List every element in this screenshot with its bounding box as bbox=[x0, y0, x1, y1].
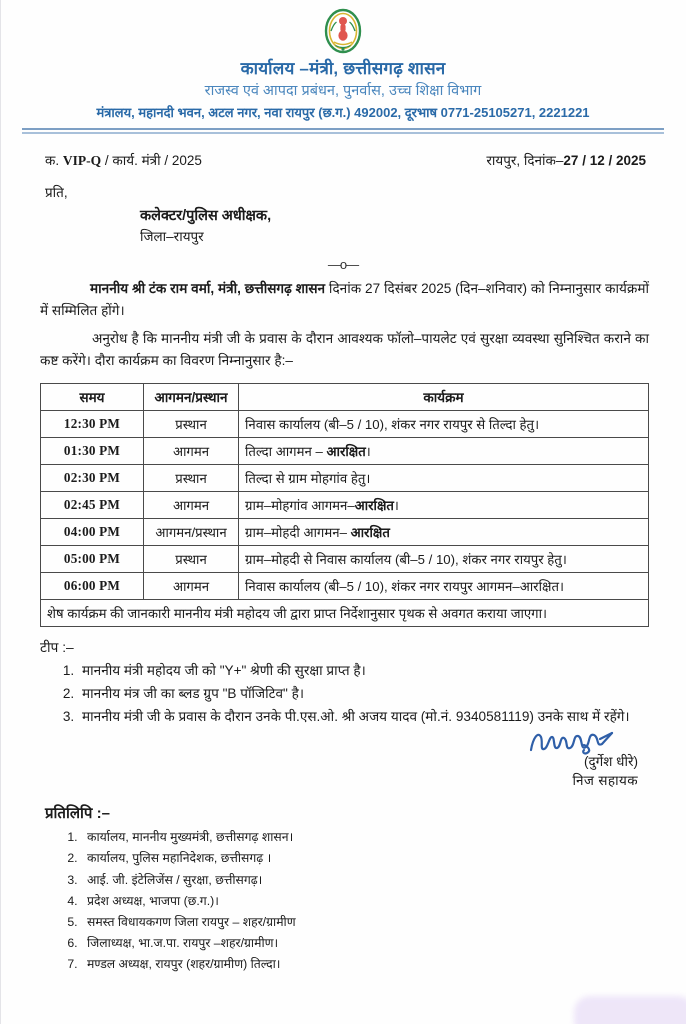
program-text: ग्राम–मोहदी आगमन– bbox=[245, 525, 351, 541]
program-text: निवास कार्यालय (बी–5 / 10), शंकर नगर रायपुर आगमन–आरक्षित। bbox=[245, 579, 564, 595]
addressee-block bbox=[140, 205, 686, 248]
copy-to-item: 5. समस्त विधायकगण जिला रायपुर – शहर/ग्रामीण bbox=[81, 912, 686, 933]
reference-line bbox=[45, 151, 646, 169]
reference-number bbox=[45, 151, 202, 169]
table-row bbox=[41, 465, 649, 492]
letterhead bbox=[0, 0, 686, 134]
note-item: 1. माननीय मंत्री महोदय जी को "Y+" श्रेणी की सुरक्षा प्राप्त है। bbox=[78, 660, 646, 682]
program-highlight: आरक्षित bbox=[350, 525, 390, 541]
column-header-movement: आगमन/प्रस्थान bbox=[144, 384, 239, 411]
department-name: राजस्व एवं आपदा प्रबंधन, पुनर्वास, उच्च शिक्षा विभाग bbox=[204, 83, 482, 100]
cell-program bbox=[239, 546, 649, 573]
copy-to-item: 6. जिलाध्यक्ष, भा.ज.पा. रायपुर –शहर/ग्रामीण। bbox=[81, 933, 686, 954]
cell-movement: आगमन/प्रस्थान bbox=[144, 519, 239, 546]
copy-to-item: 1. कार्यालय, माननीय मुख्यमंत्री, छत्तीसगढ़ शासन। bbox=[81, 827, 686, 848]
cell-time: 12:30 PM bbox=[41, 411, 144, 438]
place-date bbox=[486, 151, 646, 169]
reference-prefix: क. bbox=[45, 152, 60, 168]
cell-movement: प्रस्थान bbox=[144, 411, 239, 438]
program-text-tail: । bbox=[393, 498, 399, 514]
notes-heading: टीप :– bbox=[40, 640, 74, 656]
table-row bbox=[41, 573, 649, 600]
note-item: 2. माननीय मंत्र जी का ब्लड ग्रुप "B पॉजिटिव" है। bbox=[78, 683, 646, 705]
program-highlight: आरक्षित bbox=[326, 444, 366, 460]
signatory-name: (दुर्गेश धीरे) bbox=[583, 754, 638, 770]
cell-time: 01:30 PM bbox=[41, 438, 144, 465]
program-text: ग्राम–मोहदी से निवास कार्यालय (बी–5 / 10), शंकर नगर रायपुर हेतु। bbox=[245, 552, 567, 568]
table-header-row bbox=[41, 384, 649, 411]
copy-to-item: 2. कार्यालय, पुलिस महानिदेशक, छत्तीसगढ़ । bbox=[81, 848, 686, 869]
addressee-district: जिला–रायपुर bbox=[140, 229, 204, 245]
schedule-footnote: शेष कार्यक्रम की जानकारी माननीय मंत्री महोदय जी द्वारा प्राप्त निर्देशानुसार पृथक से अवगत कराया जाएगा। bbox=[41, 600, 649, 627]
organization-name: कार्यालय –मंत्री, छत्तीसगढ़ शासन bbox=[240, 59, 446, 78]
cell-movement: आगमन bbox=[144, 492, 239, 519]
chhattisgarh-government-emblem-icon bbox=[322, 8, 364, 54]
cell-time: 06:00 PM bbox=[41, 573, 144, 600]
table-row bbox=[41, 438, 649, 465]
program-highlight: आरक्षित bbox=[354, 498, 394, 514]
program-text: ग्राम–मोहगांव आगमन– bbox=[245, 498, 355, 514]
cell-time: 05:00 PM bbox=[41, 546, 144, 573]
body-paragraph-2: अनुरोध है कि माननीय मंत्री जी के प्रवास के दौरान आवश्यक फॉलो–पायलेट एवं सुरक्षा व्यवस्था सुनिश्चित कराने का कष्ट करेंगे। दौरा कार्यक्रम का विवरण निम्नानुसार है:– bbox=[40, 331, 649, 369]
cell-program bbox=[239, 411, 649, 438]
table-row bbox=[41, 519, 649, 546]
program-text: तिल्दा आगमन – bbox=[245, 444, 327, 460]
divider-line-bottom bbox=[22, 132, 664, 134]
page-corner-decoration bbox=[574, 996, 686, 1024]
table-row bbox=[41, 492, 649, 519]
cell-program bbox=[239, 519, 649, 546]
copy-to-heading: प्रतिलिपि :– bbox=[45, 805, 110, 823]
copy-to-item: 7. मण्डल अध्यक्ष, रायपुर (शहर/ग्रामीण) तिल्दा। bbox=[81, 954, 686, 975]
body-paragraph-1-rest: दिनांक 27 दिसंबर 2025 (दिन–शनिवार) को निम्नानुसार कार्यक्रमों में सम्मिलित होंगे। bbox=[40, 281, 649, 319]
cell-program bbox=[239, 438, 649, 465]
cell-movement: प्रस्थान bbox=[144, 465, 239, 492]
cell-time: 02:30 PM bbox=[41, 465, 144, 492]
minister-name: माननीय श्री टंक राम वर्मा, मंत्री, छत्तीसगढ़ शासन bbox=[90, 281, 326, 297]
program-text: निवास कार्यालय (बी–5 / 10), शंकर नगर रायपुर से तिल्दा हेतु। bbox=[245, 417, 540, 433]
schedule-table bbox=[40, 383, 649, 627]
cell-movement: आगमन bbox=[144, 438, 239, 465]
schedule-table-wrapper bbox=[40, 383, 649, 627]
table-row bbox=[41, 546, 649, 573]
copy-to-item: 4. प्रदेश अध्यक्ष, भाजपा (छ.ग.)। bbox=[81, 891, 686, 912]
table-footnote-row bbox=[41, 600, 649, 627]
program-text-tail: । bbox=[365, 444, 371, 460]
body-paragraph-1 bbox=[40, 278, 649, 322]
cell-time: 04:00 PM bbox=[41, 519, 144, 546]
program-text: तिल्दा से ग्राम मोहगांव हेतु। bbox=[245, 471, 371, 487]
to-label: प्रति, bbox=[45, 184, 68, 200]
letter-date: 27 / 12 / 2025 bbox=[563, 152, 646, 168]
notes-list bbox=[40, 660, 646, 728]
copy-to-list bbox=[45, 827, 686, 975]
cell-time: 02:45 PM bbox=[41, 492, 144, 519]
table-row bbox=[41, 411, 649, 438]
note-item: 3. माननीय मंत्री जी के प्रवास के दौरान उनके पी.एस.ओ. श्री अजय यादव (मो.नं. 9340581119) उनके साथ में रहेंगे। bbox=[78, 706, 646, 728]
column-header-time: समय bbox=[41, 384, 144, 411]
header-divider bbox=[22, 128, 664, 134]
cell-movement: आगमन bbox=[144, 573, 239, 600]
cell-program bbox=[239, 465, 649, 492]
addressee-name: कलेक्टर/पुलिस अधीक्षक, bbox=[140, 207, 272, 224]
cell-program bbox=[239, 492, 649, 519]
signatory-designation: निज सहायक bbox=[572, 773, 638, 789]
copy-to-item: 3. आई. जी. इंटेलिजेंस / सुरक्षा, छत्तीसगढ़। bbox=[81, 870, 686, 891]
reference-code: VIP-Q bbox=[62, 152, 102, 168]
section-separator: —o— bbox=[327, 257, 359, 273]
place-date-label: रायपुर, दिनांक– bbox=[486, 152, 564, 168]
cell-program bbox=[239, 573, 649, 600]
office-address: मंत्रालय, महानदी भवन, अटल नगर, नवा रायपुर (छ.ग.) 492002, दूरभाष 0771-25105271, 2221221 bbox=[96, 105, 590, 121]
divider-line-top bbox=[22, 128, 664, 130]
reference-suffix: / कार्य. मंत्री / 2025 bbox=[104, 152, 202, 168]
signature-block bbox=[0, 727, 686, 791]
column-header-program: कार्यक्रम bbox=[239, 384, 649, 411]
cell-movement: प्रस्थान bbox=[144, 546, 239, 573]
